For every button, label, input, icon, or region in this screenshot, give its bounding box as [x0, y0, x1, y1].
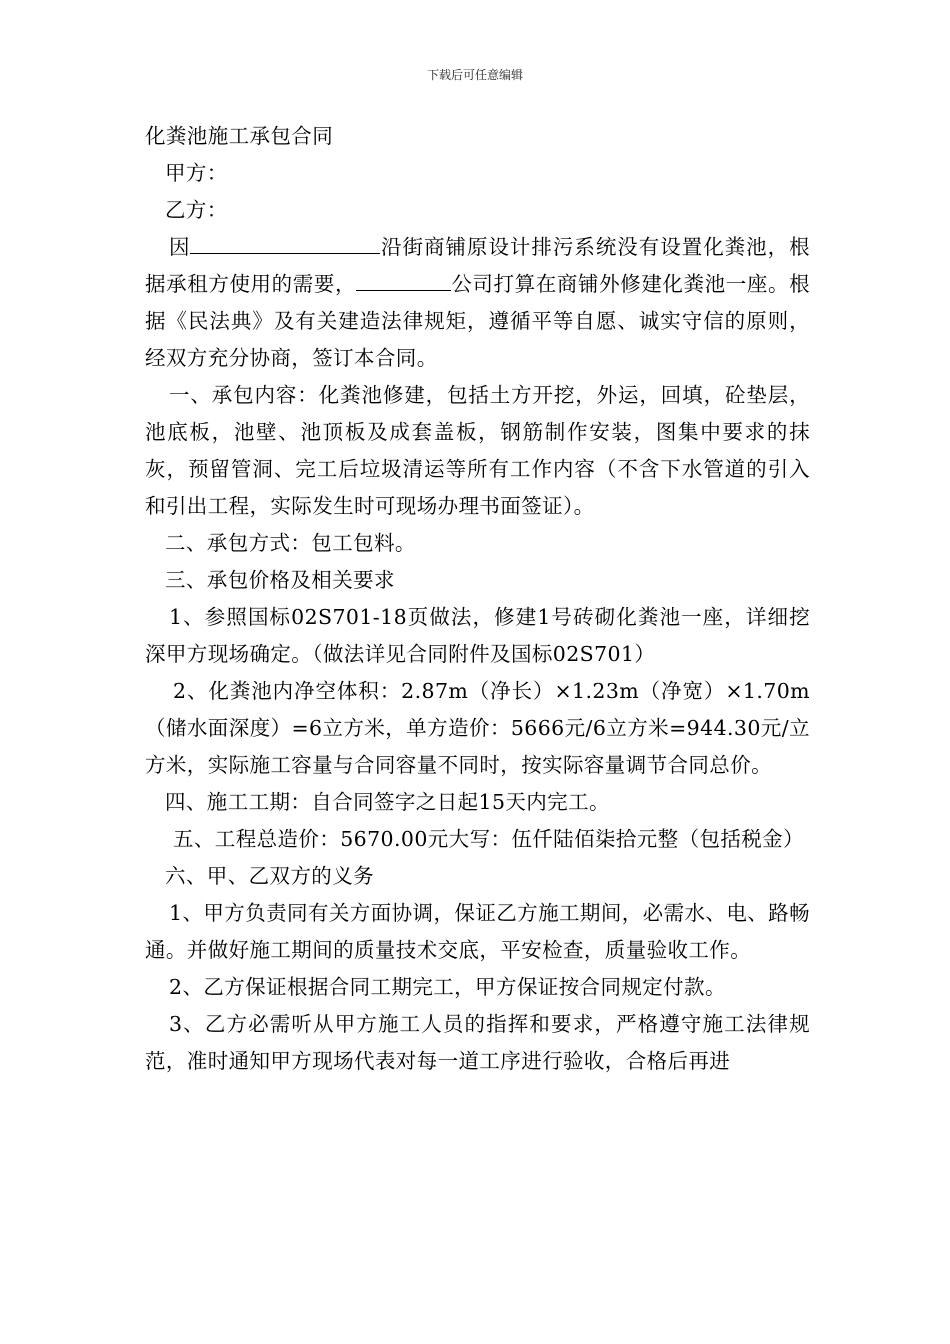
- document-body: [145, 118, 810, 1080]
- paragraph-duty-3: 3、乙方必需听从甲方施工人员的指挥和要求，严格遵守施工法律规范，准时通知甲方现场代表对每一道工序进行验收，合格后再进: [145, 1012, 810, 1073]
- document-title: 化粪池施工承包合同: [145, 124, 334, 148]
- paragraph-total: 五、工程总造价：5670.00元大写：伍仟陆佰柒拾元整（包括税金）: [173, 827, 804, 851]
- header-note: 下载后可任意编辑: [426, 68, 523, 82]
- intro-part2: 沿街商铺原设计排污系统没有设置化粪池，根据承租方使用的需要，: [145, 235, 811, 296]
- paragraph-price-1: 1、参照国标02S701-18页做法，修建1号砖砌化粪池一座，详细挖深甲方现场确定。（做法详见合同附件及国标02S701）: [145, 605, 810, 666]
- blank-line-1: [190, 233, 380, 255]
- paragraph-schedule: 四、施工工期：自合同签字之日起15天内完工。: [165, 790, 610, 814]
- paragraph-price-2: 2、化粪池内净空体积：2.87m（净长）×1.23m（净宽）×1.70m（储水面深度）=6立方米，单方造价：5666元/6立方米=944.30元/立方米，实际施工容量与合同容量不同时，按实际容量调节合同总价。: [145, 679, 810, 777]
- intro-part1: 因: [169, 235, 191, 259]
- intro-part3: 公司打算在商铺外修建化粪池一座。根据《民法典》及有关建造法律规矩，遵循平等自愿、诚实守信的原则，经双方充分协商，签订本合同。: [145, 272, 810, 370]
- paragraph-duty-1: 1、甲方负责同有关方面协调，保证乙方施工期间，必需水、电、路畅通。并做好施工期间的质量技术交底，平安检查，质量验收工作。: [145, 901, 810, 962]
- party-b-line: 乙方：: [165, 198, 228, 222]
- paragraph-duty-2: 2、乙方保证根据合同工期完工，甲方保证按合同规定付款。: [169, 975, 726, 999]
- paragraph-scope: 一、承包内容：化粪池修建，包括土方开挖，外运，回填，砼垫层，池底板，池壁、池顶板及成套盖板，钢筋制作安装，图集中要求的抹灰，预留管洞、完工后垃圾清运等所有工作内容（不含下水管道的引入和引出工程，实际发生时可现场办理书面签证）。: [145, 383, 810, 518]
- paragraph-duties-heading: 六、甲、乙双方的义务: [165, 864, 374, 888]
- paragraph-price-heading: 三、承包价格及相关要求: [165, 568, 395, 592]
- paragraph-method: 二、承包方式：包工包料。: [165, 531, 416, 555]
- intro-paragraph: [145, 229, 810, 377]
- party-a-line: 甲方：: [165, 161, 228, 185]
- blank-line-2: [356, 270, 451, 292]
